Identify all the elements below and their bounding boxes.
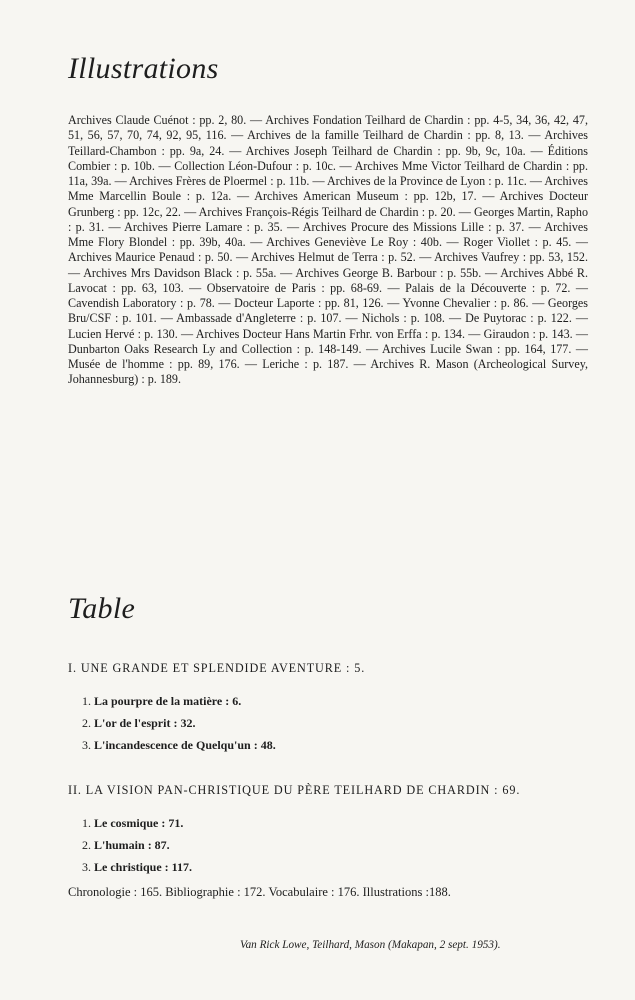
table-chapter-item <box>82 716 195 731</box>
table-chapter-item <box>82 738 276 753</box>
chapter-title: La pourpre de la matière : 6. <box>94 694 242 708</box>
table-chapter-item <box>82 860 192 875</box>
table-heading: Table <box>68 592 136 625</box>
chapter-number: 1. <box>82 694 91 708</box>
photo-caption: Van Rick Lowe, Teilhard, Mason (Makapan, 2 sept. 1953). <box>240 939 501 951</box>
chapter-title: L'humain : 87. <box>94 838 170 852</box>
chapter-title: Le cosmique : 71. <box>94 816 184 830</box>
illustrations-credits-paragraph: Archives Claude Cuénot : pp. 2, 80. — Archives Fondation Teilhard de Chardin : pp. 4-5, 34, 36, 42, 47, 51, 56, 57, 70, 74, 92, 95, 116. — Archives de la famille Teilhard de Chardin : pp. 8, 13. — Archives Teillard-Chambon : pp. 9a, 24. — Archives Joseph Teilhard de Chardin : pp. 9b, 9c, 10a. — Éditions Combier : p. 10b. — Collection Léon-Dufour : p. 10c. — Archives Mme Victor Teilhard de Chardin : pp. 11a, 39a. — Archives Frères de Ploermel : p. 11b. — Archives de la Province de Lyon : p. 11c. — Archives Mme Marcellin Boule : p. 12a. — Archives American Museum : pp. 12b, 17. — Archives Docteur Grunberg : pp. 12c, 22. — Archives François-Régis Teilhard de Chardin : p. 20. — Georges Martin, Rapho : p. 31. — Archives Pierre Lamare : p. 35. — Archives Procure des Missions Lille : p. 37. — Archives Mme Flory Blondel : pp. 39b, 40a. — Archives Geneviève Le Roy : 40b. — Roger Viollet : p. 45. — Archives Maurice Penaud : p. 50. — Archives Helmut de Terra : p. 52. — Archives Vaufrey : pp. 53, 152. — Archives Mrs Davidson Black : p. 55a. — Archives George B. Barbour : p. 55b. — Archives Abbé R. Lavocat : pp. 63, 103. — Observatoire de Paris : pp. 68-69. — Palais de la Découverte : p. 72. — Cavendish Laboratory : p. 78. — Docteur Laporte : pp. 81, 126. — Yvonne Chevalier : p. 86. — Georges Bru/CSF : p. 101. — Ambassade d'Angleterre : p. 107. — Nichols : p. 108. — De Puytorac : p. 122. — Lucien Hervé : p. 130. — Archives Docteur Hans Martin Frhr. von Erffa : p. 134. — Giraudon : p. 143. — Dunbarton Oaks Research Ly and Collection : p. 148-149. — Archives Lucile Swan : pp. 164, 177. — Musée de l'homme : pp. 89, 176. — Leriche : p. 187. — Archives R. Mason (Archeological Survey, Johannesburg) : p. 189. <box>68 113 588 387</box>
table-part-1-heading: I. UNE GRANDE ET SPLENDIDE AVENTURE : 5. <box>68 661 366 675</box>
table-chapter-item <box>82 816 183 831</box>
chapter-title: L'or de l'esprit : 32. <box>94 716 196 730</box>
chapter-number: 2. <box>82 716 91 730</box>
chapter-number: 1. <box>82 816 91 830</box>
table-annexes-line: Chronologie : 165. Bibliographie : 172. Vocabulaire : 176. Illustrations :188. <box>68 885 451 899</box>
chapter-title: Le christique : 117. <box>94 860 192 874</box>
chapter-number: 3. <box>82 738 91 752</box>
table-chapter-item <box>82 694 241 709</box>
chapter-title: L'incandescence de Quelqu'un : 48. <box>94 738 276 752</box>
illustrations-heading: Illustrations <box>68 52 219 85</box>
chapter-number: 3. <box>82 860 91 874</box>
table-part-2-heading: II. LA VISION PAN-CHRISTIQUE DU PÈRE TEILHARD DE CHARDIN : 69. <box>68 783 521 797</box>
chapter-number: 2. <box>82 838 91 852</box>
table-chapter-item <box>82 838 170 853</box>
